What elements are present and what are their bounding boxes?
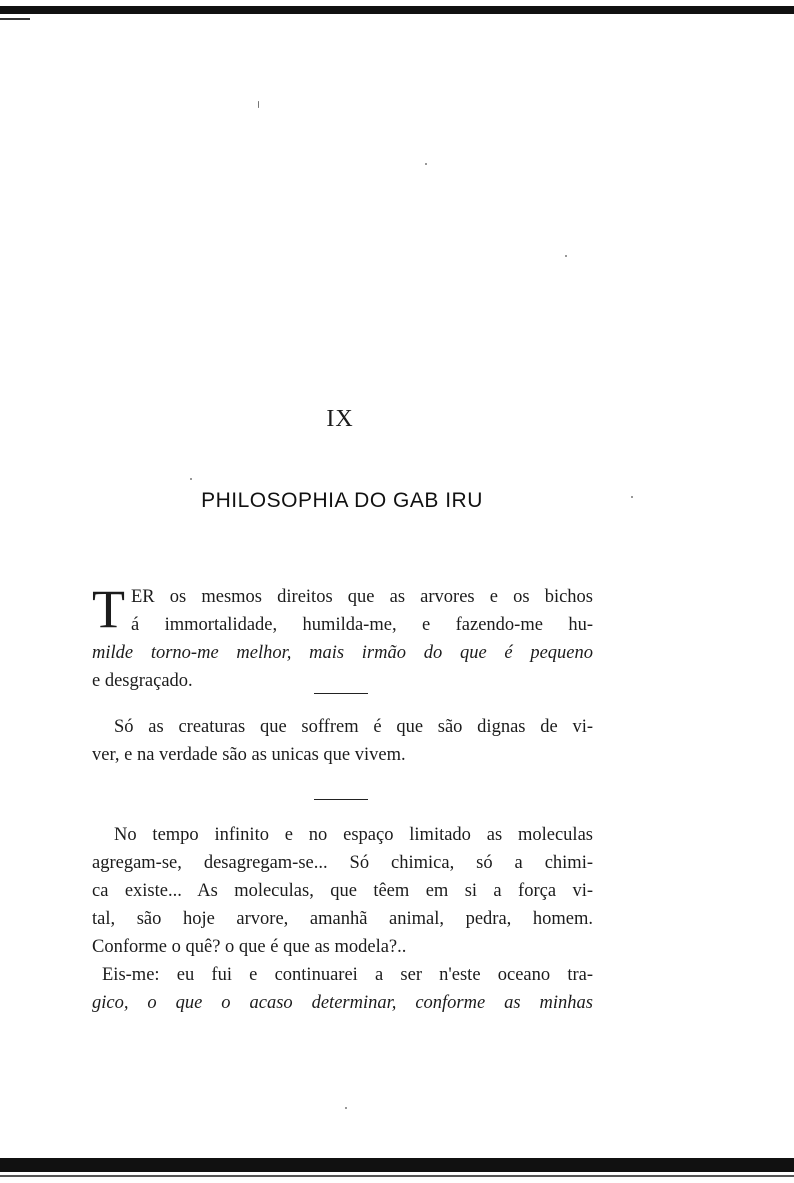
scan-speck [565, 255, 567, 257]
top-scan-border [0, 6, 794, 14]
text-line: gico, o que o acaso determinar, conforme as minhas [92, 993, 593, 1013]
text-line [92, 639, 593, 667]
drop-cap: T [92, 579, 125, 639]
chapter-title: PHILOSOPHIA DO GAB IRU [201, 489, 483, 512]
text-line: Conforme o quê? o que é que as modela?.. [92, 937, 407, 957]
scan-speck [258, 101, 259, 108]
text-line: No tempo infinito e no espaço limitado as moleculas [114, 825, 593, 845]
top-scan-border-fragment [0, 18, 30, 20]
scan-speck [631, 496, 633, 498]
text-fragment: milde torno-me melhor, mais irmão do que é pequeno [92, 643, 593, 663]
paragraph-3 [92, 821, 593, 1017]
section-divider [314, 693, 368, 694]
lead-smallcaps: ER [131, 587, 155, 607]
text-line: e desgraçado. [92, 671, 193, 691]
text-line: ver, e na verdade são as unicas que vivem. [92, 745, 406, 765]
paragraph-1 [92, 579, 593, 695]
text-fragment: os mesmos direitos que as arvores e os bichos [154, 587, 593, 607]
text-line: agregam-se, desagregam-se... Só chimica, só a chimi- [92, 853, 593, 873]
text-line [92, 583, 593, 611]
chapter-number: IX [326, 406, 354, 432]
scan-speck [190, 478, 192, 480]
text-line: ca existe... As moleculas, que têem em si a força vi- [92, 881, 593, 901]
text-line: á immortalidade, humilda-me, e fazendo-me hu- [131, 615, 593, 635]
scan-speck [425, 163, 427, 165]
bottom-scan-border [0, 1158, 794, 1172]
section-divider [314, 799, 368, 800]
bottom-scan-border-thin [0, 1175, 794, 1177]
text-line: Só as creaturas que soffrem é que são dignas de vi- [114, 717, 593, 737]
text-line: tal, são hoje arvore, amanhã animal, pedra, homem. [92, 909, 593, 929]
text-line: Eis-me: eu fui e continuarei a ser n'este oceano tra- [102, 965, 593, 985]
paragraph-2 [92, 713, 593, 769]
scan-speck [345, 1107, 347, 1109]
